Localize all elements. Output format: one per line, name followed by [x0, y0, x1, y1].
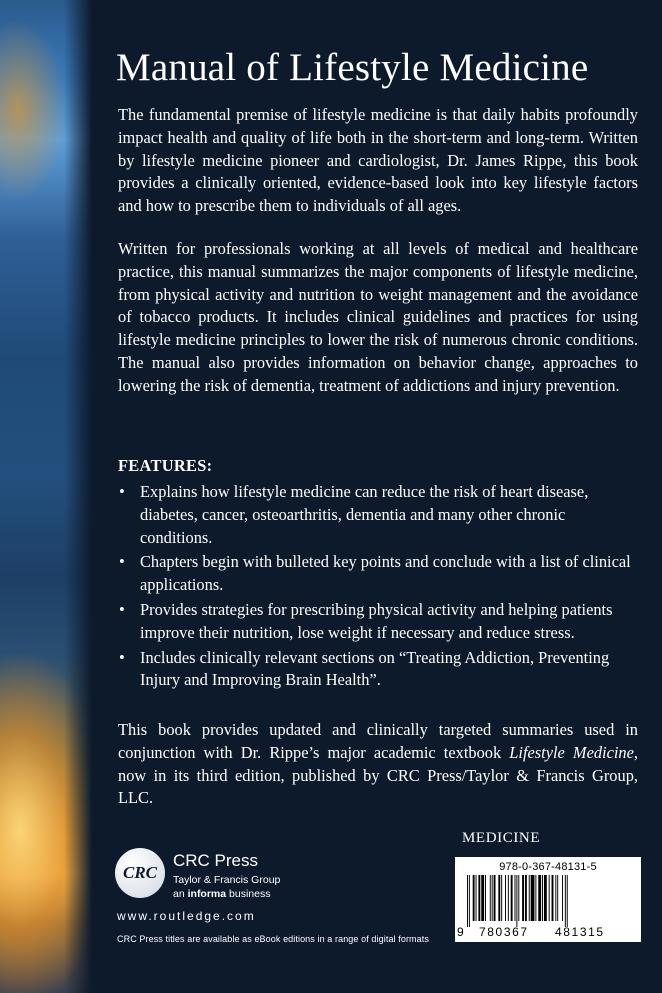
barcode-bar	[542, 875, 543, 921]
barcode-bar	[562, 875, 563, 921]
feature-text: Chapters begin with bulleted key points and conclude with a list of clinical applications.	[140, 552, 631, 595]
features-heading: FEATURES:	[118, 456, 213, 475]
barcode-bar	[501, 875, 502, 921]
barcode-bar	[565, 875, 566, 927]
barcode-right-digits: 481315	[555, 925, 605, 939]
bullet-icon: •	[119, 482, 125, 501]
feature-item	[118, 599, 638, 645]
description-paragraph-2: Written for professionals working at all levels of medical and healthcare practice, this manual summarizes the major components of lifestyle medicine, from physical activity and nutrition to weight management and the avoidance of tobacco products. It includes clinical guidelines and practices for using lifestyle medicine principles to lower the risk of numerous chronic conditions. The manual also provides information on behavior change, approaches to lowering the risk of dementia, treatment of addictions and injury prevention.	[118, 239, 638, 395]
isbn-number: 978-0-367-48131-5	[499, 861, 597, 873]
barcode-left-digits: 780367	[479, 925, 529, 939]
crc-logo-icon: CRC	[115, 848, 165, 898]
tagline-suffix: business	[226, 888, 271, 900]
barcode-bar	[538, 875, 541, 921]
decorative-gradient-strip	[0, 0, 92, 993]
feature-item	[118, 647, 638, 693]
publisher-website[interactable]: www.routledge.com	[117, 909, 256, 923]
barcode-bar	[511, 875, 513, 921]
barcode-bar	[549, 875, 550, 921]
barcode-bar	[492, 875, 493, 921]
barcode-bar	[515, 875, 516, 921]
barcode-bar	[531, 875, 535, 921]
barcode-first-digit: 9	[457, 925, 464, 939]
barcode-bar	[478, 875, 480, 921]
barcode-bar	[469, 875, 470, 927]
barcode-bar	[557, 875, 558, 921]
isbn-barcode	[455, 857, 641, 942]
ebook-note: CRC Press titles are available as eBook editions in a range of digital formats	[117, 934, 429, 944]
barcode-bar	[544, 875, 547, 921]
textbook-title: Lifestyle Medicine	[509, 742, 634, 762]
bullet-icon: •	[119, 647, 125, 667]
barcode-bar	[525, 875, 527, 921]
barcode-bar	[498, 875, 500, 921]
publisher-group: Taylor & Francis Group	[173, 874, 281, 886]
barcode-bar	[473, 875, 475, 921]
feature-text: Provides strategies for prescribing physical activity and helping patients improve their nutrition, lose weight if necessary and reduce stress.	[140, 599, 613, 642]
barcode-bar	[518, 875, 519, 921]
barcode-bar	[529, 875, 530, 921]
barcode-bar	[552, 875, 554, 921]
barcode-bars	[465, 875, 635, 927]
feature-item	[118, 551, 638, 597]
barcode-bar	[490, 875, 491, 921]
description-paragraph-1: The fundamental premise of lifestyle medicine is that daily habits profoundly impact health and quality of life both in the short-term and long-term. Written by lifestyle medicine pioneer and cardiologist, Dr. James Rippe, this book provides a clinically oriented, evidence-based look into key lifestyle factors and how to prescribe them to individuals of all ages.	[118, 105, 638, 216]
barcode-bar	[522, 875, 524, 921]
feature-text: Explains how lifestyle medicine can reduce the risk of heart disease, diabetes, cancer, osteoarthritis, dementia and many other chronic conditions.	[140, 482, 589, 547]
publisher-block	[115, 848, 285, 908]
subject-category: MEDICINE	[462, 830, 541, 846]
feature-item	[118, 481, 638, 549]
barcode-bar	[516, 875, 517, 927]
description-paragraph-3	[118, 719, 638, 810]
publisher-tagline	[173, 888, 270, 901]
barcode-bar	[505, 875, 506, 921]
paragraph-text: This book provides updated and clinically targeted summaries used in conjunction with Dr. Rippe’s major academic textbook	[118, 720, 638, 762]
barcode-bar	[555, 875, 556, 921]
bullet-icon: •	[119, 599, 125, 619]
tagline-brand: informa	[187, 888, 227, 900]
paragraph-text: , now in its third edition, published by CRC Press/Taylor & Francis Group, LLC.	[118, 742, 639, 808]
publisher-name: CRC Press	[173, 851, 259, 870]
barcode-bar	[567, 875, 568, 927]
bullet-icon: •	[119, 552, 125, 572]
barcode-bar	[535, 875, 536, 921]
features-list	[118, 481, 638, 694]
tagline-prefix: an	[173, 888, 188, 900]
barcode-bar	[467, 875, 468, 927]
feature-text: Includes clinically relevant sections on “Treating Addiction, Preventing Injury and Improving Brain Health”.	[140, 647, 610, 690]
book-title: Manual of Lifestyle Medicine	[116, 46, 589, 89]
barcode-bar	[476, 875, 477, 921]
barcode-bar	[508, 875, 509, 921]
barcode-bar	[494, 875, 496, 921]
barcode-bar	[485, 875, 486, 921]
barcode-bar	[481, 875, 484, 921]
